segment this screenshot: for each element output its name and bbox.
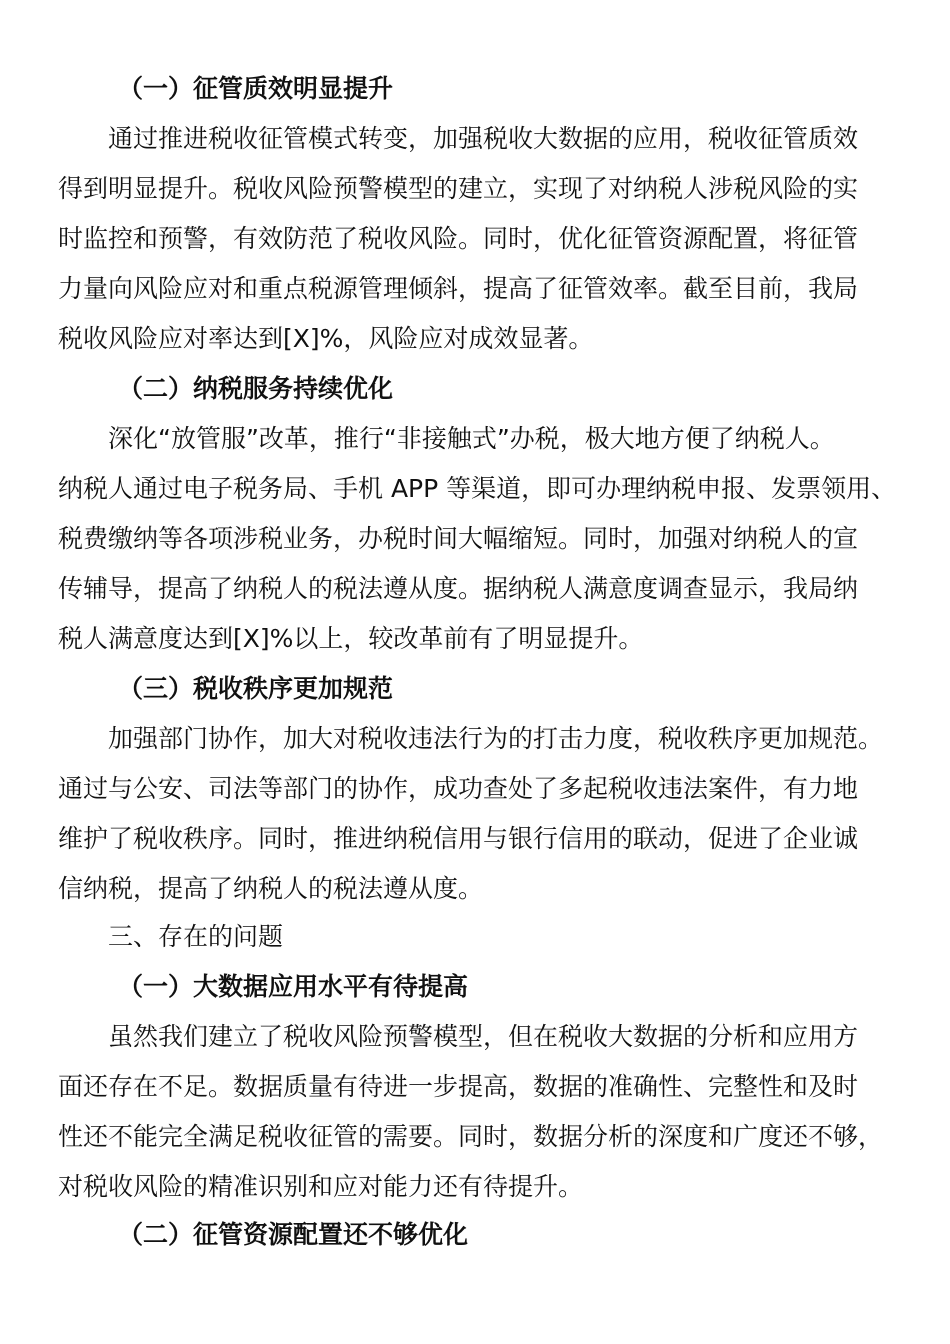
paragraph-line: 传辅导，提高了纳税人的税法遵从度。据纳税人满意度调查显示，我局纳 xyxy=(58,574,859,603)
paragraph-line: 性还不能完全满足税收征管的需要。同时，数据分析的深度和广度还不够， xyxy=(58,1122,884,1151)
section-title-problems: 三、存在的问题 xyxy=(108,922,284,951)
heading-tax-service: （二）纳税服务持续优化 xyxy=(118,374,394,403)
heading-collection-quality: （一）征管质效明显提升 xyxy=(118,74,394,103)
paragraph-line: 信纳税，提高了纳税人的税法遵从度。 xyxy=(58,874,484,903)
heading-resource-allocation: （二）征管资源配置还不够优化 xyxy=(118,1220,469,1249)
paragraph-line: 纳税人通过电子税务局、手机 APP 等渠道，即可办理纳税申报、发票领用、 xyxy=(58,474,897,503)
heading-big-data: （一）大数据应用水平有待提高 xyxy=(118,972,469,1001)
paragraph-line: 通过与公安、司法等部门的协作，成功查处了多起税收违法案件，有力地 xyxy=(58,774,859,803)
paragraph-line: 力量向风险应对和重点税源管理倾斜，提高了征管效率。截至目前，我局 xyxy=(58,274,859,303)
paragraph-line: 对税收风险的精准识别和应对能力还有待提升。 xyxy=(58,1172,584,1201)
paragraph-line: 税收风险应对率达到[X]%，风险应对成效显著。 xyxy=(58,324,594,353)
paragraph-line: 面还存在不足。数据质量有待进一步提高，数据的准确性、完整性和及时 xyxy=(58,1072,859,1101)
paragraph-line: 加强部门协作，加大对税收违法行为的打击力度，税收秩序更加规范。 xyxy=(108,724,884,753)
heading-tax-order: （三）税收秩序更加规范 xyxy=(118,674,394,703)
paragraph-line: 得到明显提升。税收风险预警模型的建立，实现了对纳税人涉税风险的实 xyxy=(58,174,859,203)
paragraph-line: 时监控和预警，有效防范了税收风险。同时，优化征管资源配置，将征管 xyxy=(58,224,859,253)
paragraph-line: 通过推进税收征管模式转变，加强税收大数据的应用，税收征管质效 xyxy=(108,124,859,153)
paragraph-line: 深化“放管服”改革，推行“非接触式”办税，极大地方便了纳税人。 xyxy=(108,424,835,453)
paragraph-line: 税人满意度达到[X]%以上，较改革前有了明显提升。 xyxy=(58,624,644,653)
paragraph-line: 税费缴纳等各项涉税业务，办税时间大幅缩短。同时，加强对纳税人的宣 xyxy=(58,524,859,553)
paragraph-line: 维护了税收秩序。同时，推进纳税信用与银行信用的联动，促进了企业诚 xyxy=(58,824,859,853)
paragraph-line: 虽然我们建立了税收风险预警模型，但在税收大数据的分析和应用方 xyxy=(108,1022,859,1051)
